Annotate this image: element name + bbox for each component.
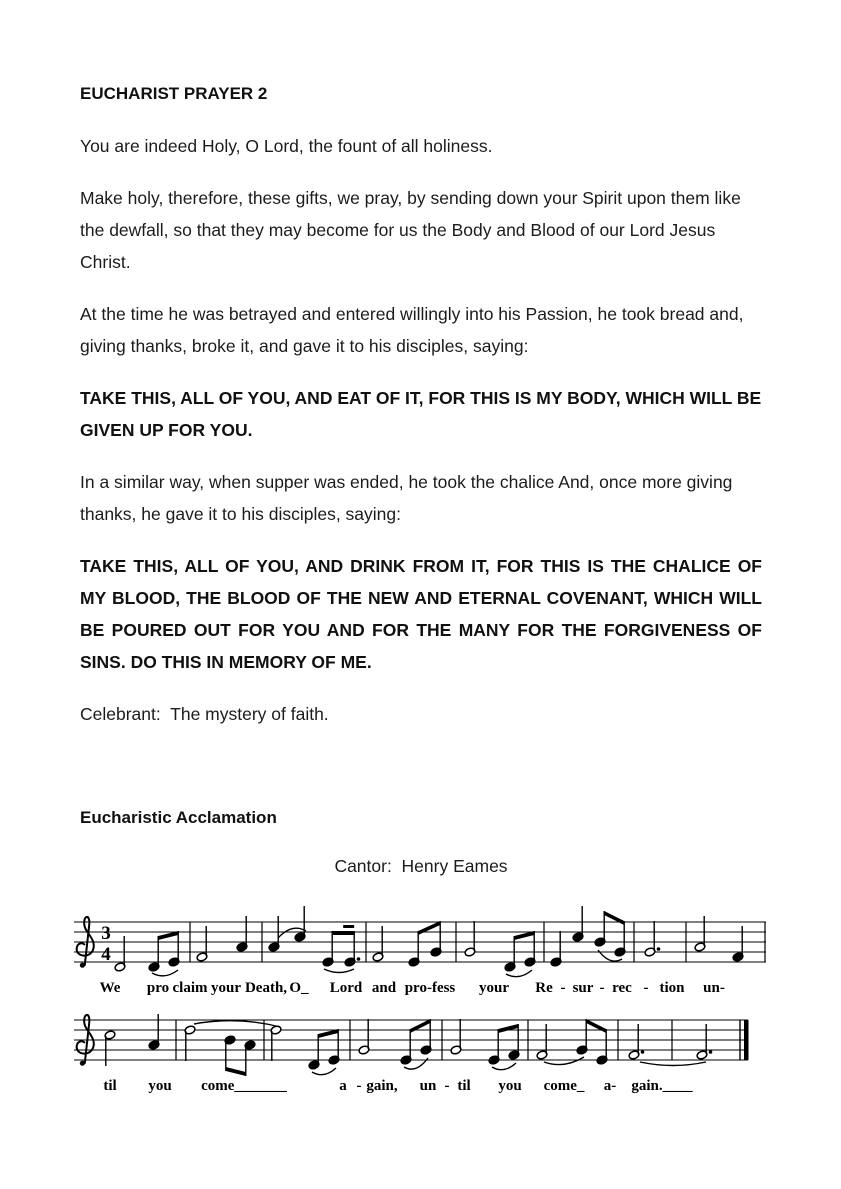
augmentation-dot	[641, 1050, 645, 1054]
lyric-syllable: -	[643, 980, 649, 996]
institution-bread-narrative: At the time he was betrayed and entered willingly into his Passion, he took bread and, giving thanks, broke it, and gave it to his disciples, saying:	[80, 304, 749, 356]
lyric-syllable: sur	[572, 980, 594, 996]
slur	[194, 1021, 280, 1027]
slur	[544, 1057, 584, 1065]
lyric-syllable: Re	[535, 980, 553, 996]
time-signature-bottom: 4	[101, 944, 111, 965]
beam	[604, 911, 624, 925]
staff-svg	[66, 1000, 778, 1104]
lyric-syllable: pro-fess	[404, 980, 456, 996]
words-over-bread: TAKE THIS, ALL OF YOU, AND EAT OF IT, FOR THIS IS MY BODY, WHICH WILL BE GIVEN UP FOR YOU.	[80, 388, 767, 440]
acclamation-heading: Eucharistic Acclamation	[80, 808, 277, 827]
lyric-syllable: a-	[603, 1078, 617, 1094]
lyric-syllable: come_______	[201, 1078, 287, 1094]
music-staff-1	[66, 902, 778, 1006]
institution-chalice-narrative: In a similar way, when supper was ended, he took the chalice And, once more giving thanks, he gave it to his disciples, saying:	[80, 472, 738, 524]
lyric-syllable: We	[99, 980, 121, 996]
music-score	[66, 902, 762, 1104]
augmentation-dot	[657, 947, 661, 951]
music-staff-2	[66, 1000, 778, 1104]
lyric-syllable: Death,	[244, 980, 288, 996]
lyric-syllable: gain,	[366, 1078, 398, 1094]
cantor-line: Cantor: Henry Eames	[334, 856, 508, 876]
words-over-chalice: TAKE THIS, ALL OF YOU, AND DRINK FROM IT, FOR THIS IS THE CHALICE OF MY BLOOD, THE BLOOD OF THE NEW AND ETERNAL COVENANT, WHICH WILL BE POURED OUT FOR YOU AND FOR THE MANY FOR THE FORGIVENESS OF SINS. DO THIS IN MEMORY OF ME.	[80, 556, 767, 672]
celebrant-line: Celebrant: The mystery of faith.	[80, 704, 329, 724]
lyric-syllable: come_	[543, 1078, 585, 1094]
beam	[332, 931, 354, 935]
beam	[586, 1019, 606, 1033]
lyric-syllable: til	[457, 1078, 471, 1094]
lyric-syllable: rec	[612, 980, 632, 996]
beam	[410, 1019, 430, 1033]
lyric-syllable: tion	[659, 980, 685, 996]
lyric-syllable: -	[560, 980, 566, 996]
final-barline-thick	[744, 1020, 749, 1060]
lyric-syllable: O_	[289, 980, 309, 996]
lyric-syllable: claim	[172, 980, 208, 996]
augmentation-dot	[357, 957, 361, 961]
lyric-syllable: pro	[146, 980, 170, 996]
slur	[324, 969, 354, 973]
epiclesis-paragraph: Make holy, therefore, these gifts, we pray, by sending down your Spirit upon them like the dewfall, so that they may become for us the Body and Blood of our Lord Jesus Christ.	[80, 188, 746, 272]
lyric-syllable: Lord	[329, 980, 363, 996]
lyric-syllable: a	[339, 1078, 347, 1094]
document-title: EUCHARIST PRAYER 2	[80, 84, 268, 103]
lyric-syllable: -	[599, 980, 605, 996]
beam	[226, 1067, 246, 1076]
time-signature-top: 3	[101, 923, 111, 944]
augmentation-dot	[709, 1050, 713, 1054]
lyric-syllable: til	[103, 1078, 117, 1094]
lyric-syllable: -	[444, 1078, 450, 1094]
prayer-intro: You are indeed Holy, O Lord, the fount of all holiness.	[80, 136, 493, 156]
beam	[418, 921, 440, 935]
lyric-syllable: un-	[703, 980, 725, 996]
lyric-syllable: you	[498, 1078, 522, 1094]
lyric-syllable: your	[211, 980, 241, 996]
lyric-syllable: you	[148, 1078, 172, 1094]
beam	[498, 1024, 518, 1033]
slur	[640, 1062, 706, 1066]
lyric-syllable: un	[419, 1078, 437, 1094]
lyric-syllable: your	[479, 980, 509, 996]
lyric-syllable: and	[371, 980, 397, 996]
lyric-syllable: gain.____	[631, 1078, 693, 1094]
lyric-syllable: -	[356, 1078, 362, 1094]
staff-svg	[66, 902, 778, 1006]
